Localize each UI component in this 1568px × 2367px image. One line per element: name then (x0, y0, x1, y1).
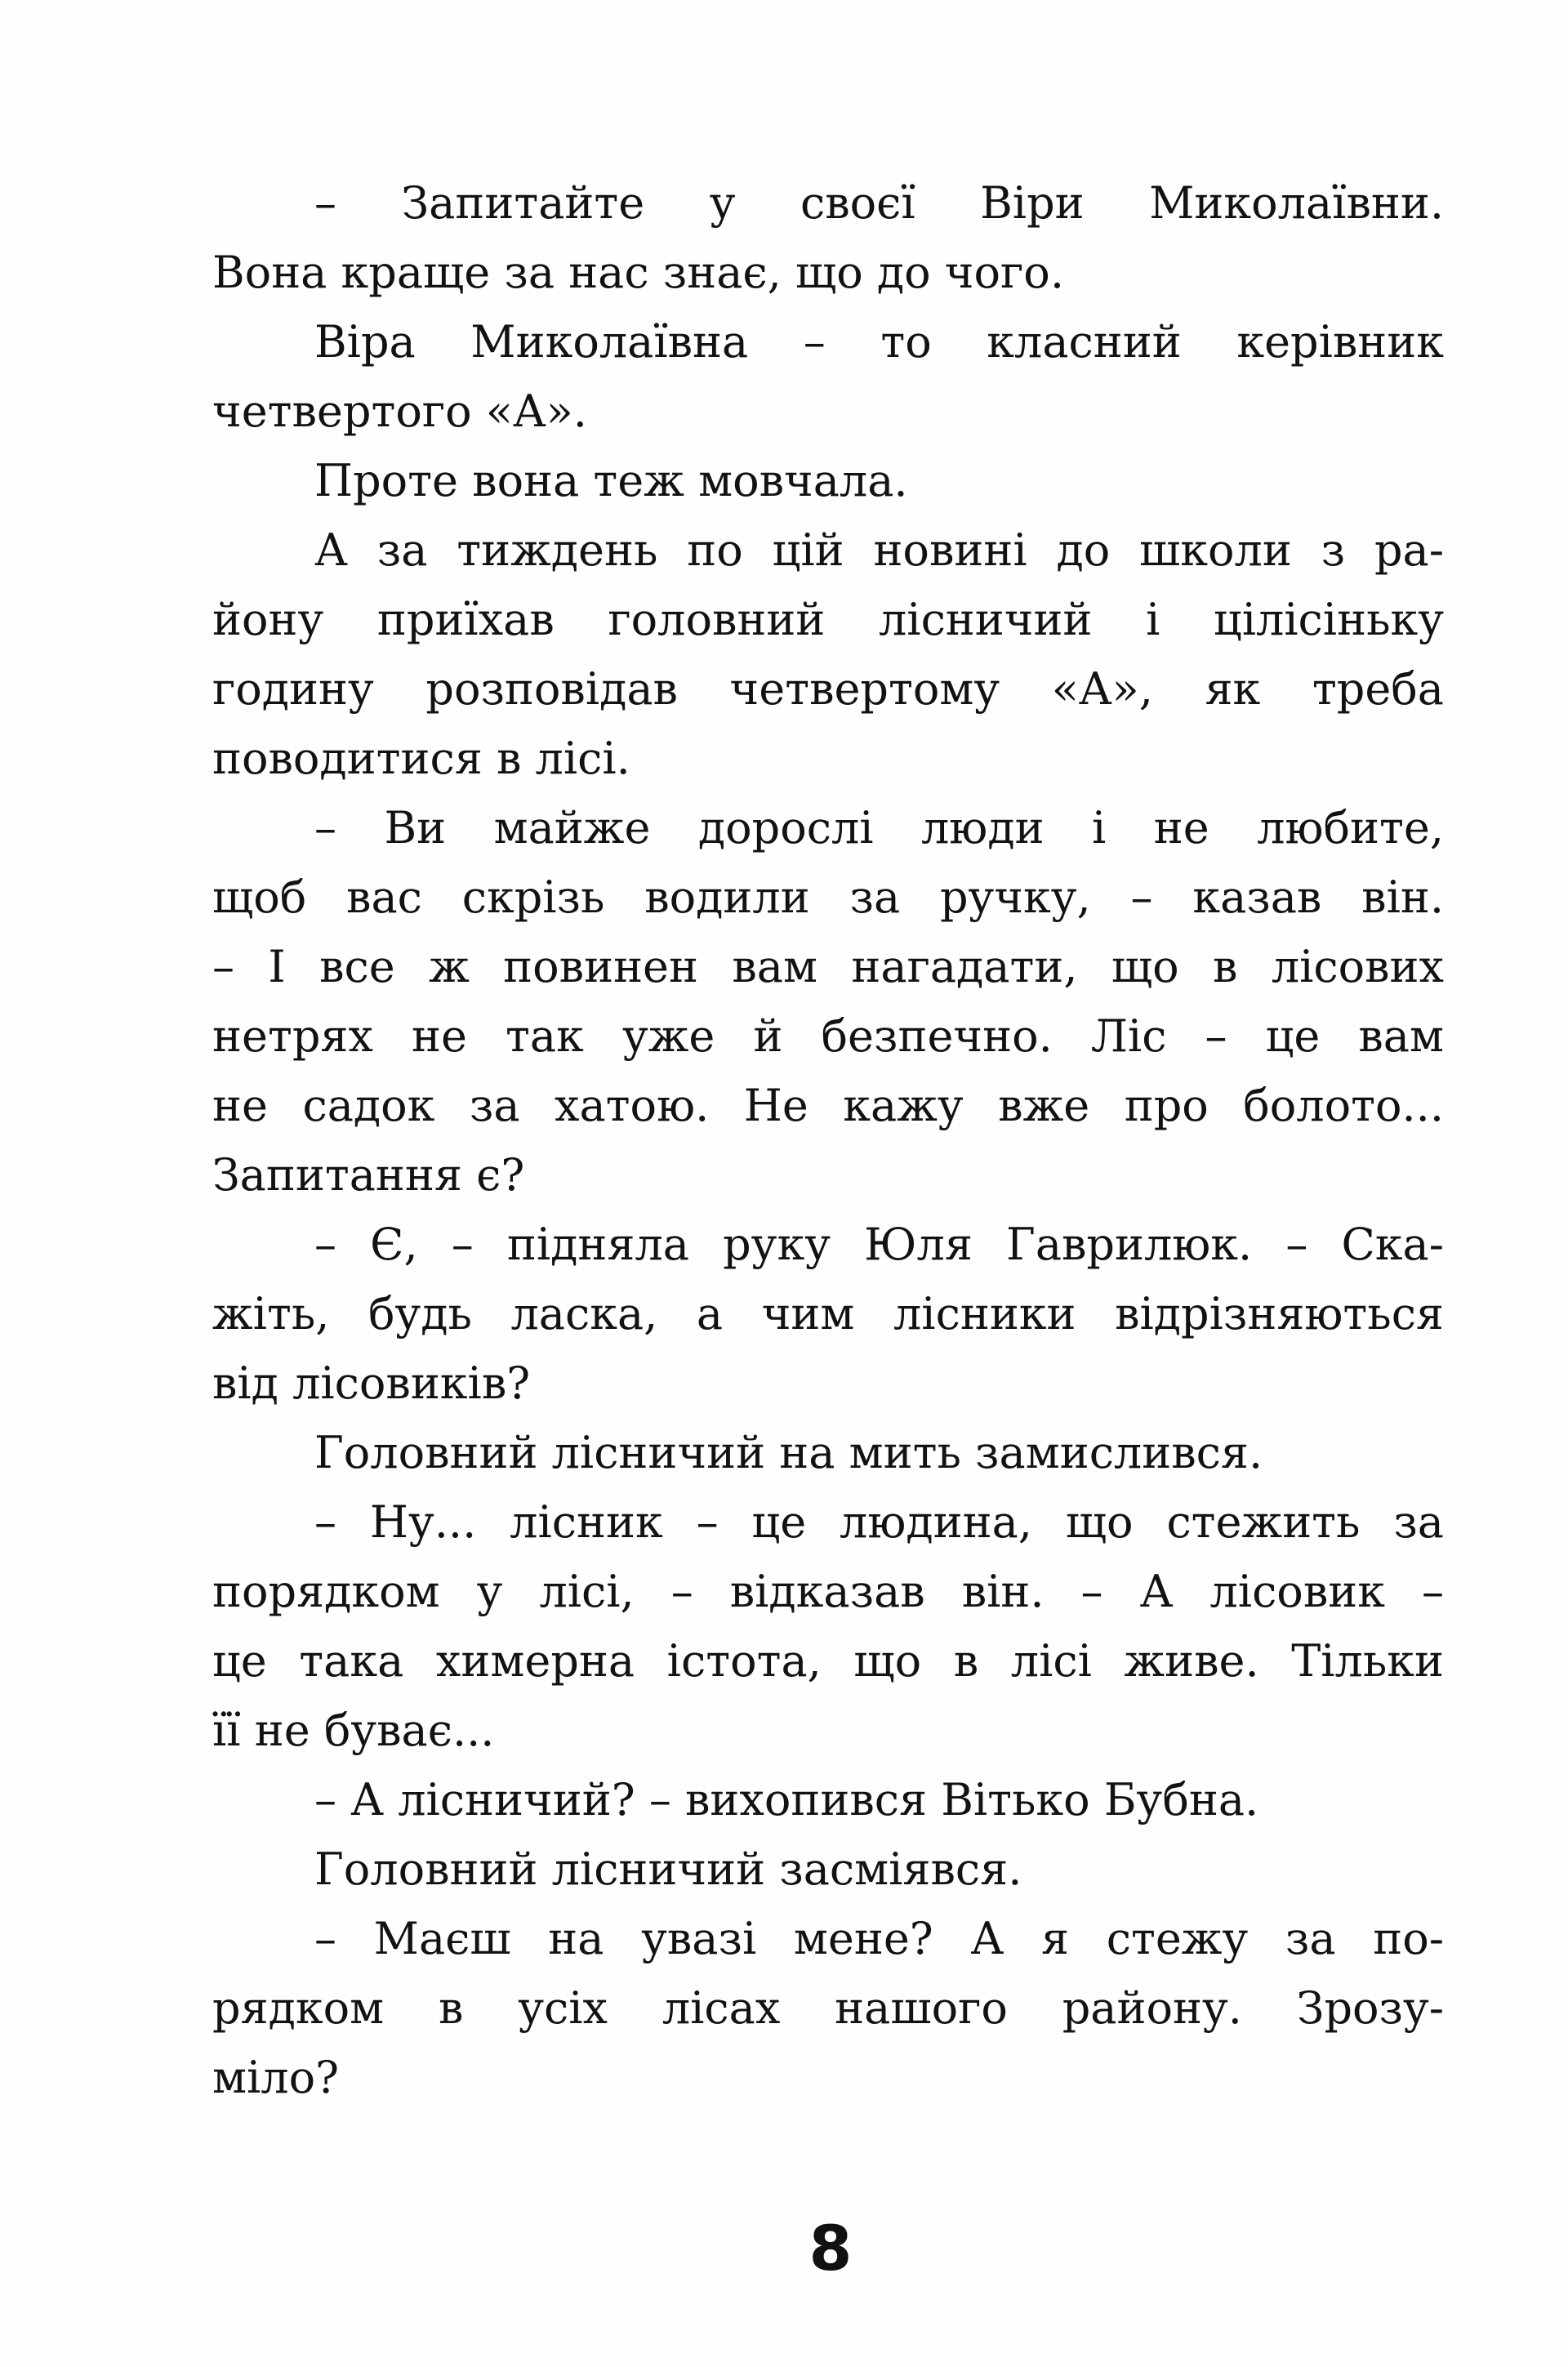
text-line: Проте вона теж мовчала. (314, 455, 908, 506)
book-page-body (212, 168, 1444, 2112)
text-line: четвертого «А». (212, 386, 587, 437)
text-line: нетрях не так уже й безпечно. Ліс – це вам (212, 1010, 1444, 1062)
text-line: – Запитайте у своєї Віри Миколаївни. (314, 177, 1444, 229)
text-line: йону приїхав головний лісничий і цілісіньку (212, 594, 1444, 645)
text-line: – Маєш на увазі мене? А я стежу за по- (314, 1913, 1444, 1964)
text-line: від лісовиків? (212, 1357, 531, 1409)
text-line: – Ну... лісник – це людина, що стежить за (314, 1496, 1444, 1548)
text-line: Запитання є? (212, 1149, 525, 1201)
text-line: Вона краще за нас знає, що до чого. (212, 247, 1064, 298)
text-line: це така химерна істота, що в лісі живе. Тільки (212, 1635, 1444, 1687)
text-line: А за тиждень по цій новині до школи з ра- (314, 524, 1444, 576)
text-line: – Є, – підняла руку Юля Гаврилюк. – Ска- (314, 1219, 1444, 1270)
text-line: Віра Миколаївна – то класний керівник (314, 316, 1444, 368)
text-line: рядком в усіх лісах нашого району. Зрозу- (212, 1982, 1444, 2034)
text-line: годину розповідав четвертому «А», як треба (212, 663, 1444, 715)
text-line: щоб вас скрізь водили за ручку, – казав він. (212, 871, 1444, 923)
text-line: не садок за хатою. Не кажу вже про болото... (212, 1080, 1444, 1131)
text-line: – І все ж повинен вам нагадати, що в лісових (212, 941, 1444, 992)
text-line: порядком у лісі, – відказав він. – А лісовик – (212, 1566, 1444, 1617)
text-line: – А лісничий? – вихопився Вітько Бубна. (314, 1774, 1259, 1825)
text-line: поводитися в лісі. (212, 733, 630, 784)
text-line: жіть, будь ласка, а чим лісники відрізняються (212, 1288, 1444, 1340)
text-line: міло? (212, 2052, 340, 2103)
text-line: її не буває... (212, 1705, 495, 1756)
text-line: Головний лісничий на мить замислився. (314, 1427, 1263, 1478)
page-number: 8 (808, 2212, 853, 2285)
text-line: Головний лісничий засміявся. (314, 1843, 1022, 1895)
text-line: – Ви майже дорослі люди і не любите, (314, 802, 1444, 854)
